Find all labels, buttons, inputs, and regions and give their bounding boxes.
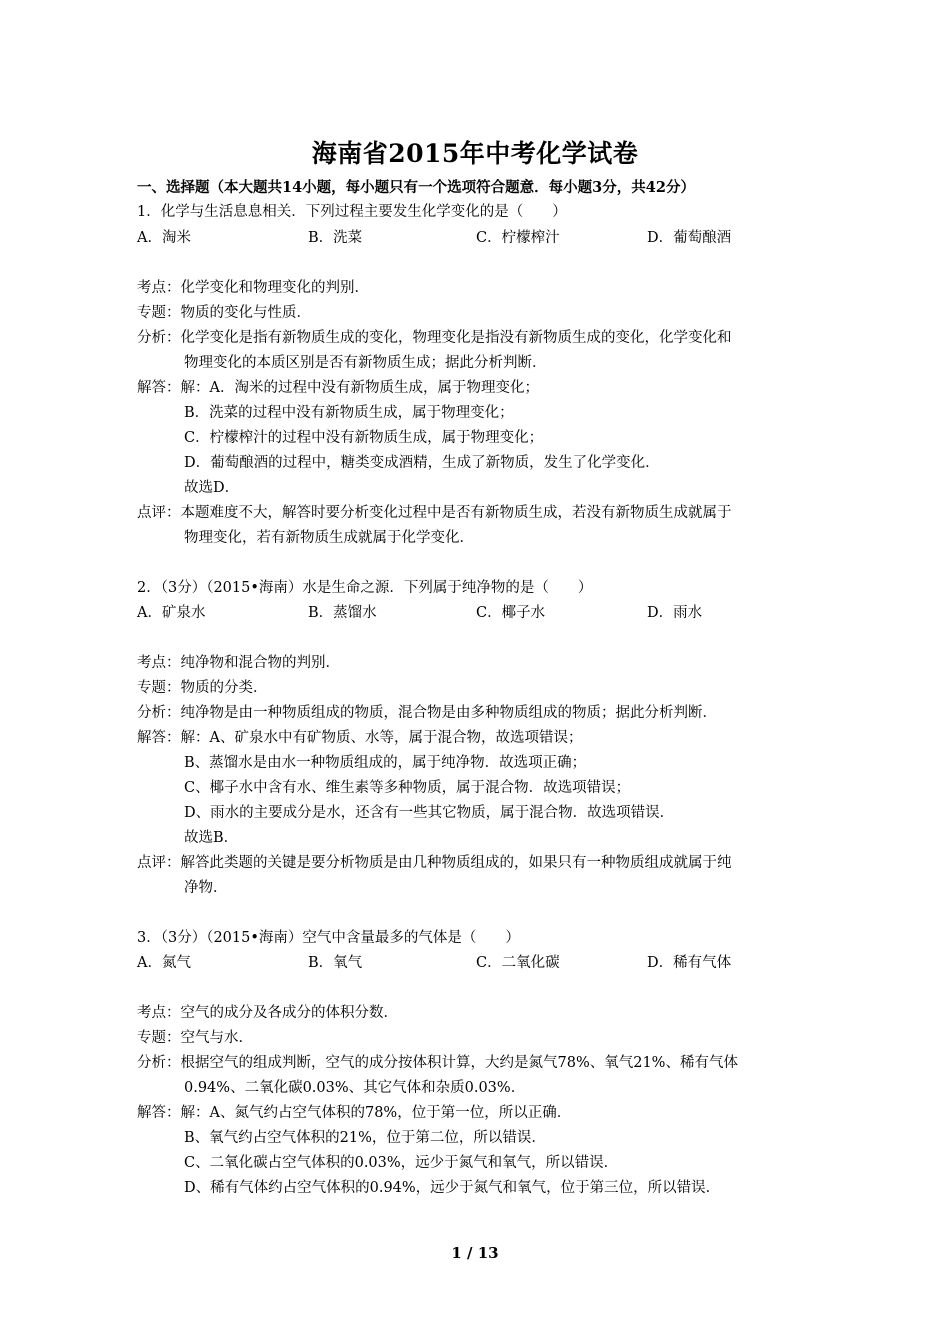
q2-kaodian: 考点：纯净物和混合物的判别． <box>137 655 340 671</box>
q2-jieda-line-3: C、椰子水中含有水、维生素等多种物质，属于混合物．故选项错误； <box>184 780 631 796</box>
q1-dianping-line-2: 物理变化，若有新物质生成就属于化学变化． <box>184 530 474 546</box>
q2-stem: 2．（3分）（2015•海南）水是生命之源．下列属于纯净物的是（ ） <box>137 580 593 596</box>
q2-option-a: A．矿泉水 <box>137 605 206 621</box>
q3-jieda-line-2: B、氧气约占空气体积的21%，位于第二位，所以错误． <box>184 1130 546 1146</box>
q3-fenxi-line-2: 0.94%、二氧化碳0.03%、其它气体和杂质0.03%． <box>184 1080 526 1096</box>
q1-jieda-line-3: C．柠檬榨汁的过程中没有新物质生成，属于物理变化； <box>184 430 544 446</box>
q2-fenxi-line-1: 分析：纯净物是由一种物质组成的物质，混合物是由多种物质组成的物质；据此分析判断． <box>137 705 717 721</box>
q1-option-a: A．淘米 <box>137 230 191 246</box>
section-heading: 一、选择题（本大题共14小题，每小题只有一个选项符合题意．每小题3分，共42分） <box>137 179 695 196</box>
q2-jieda-line-2: B、蒸馏水是由水一种物质组成的，属于纯净物．故选项正确； <box>184 755 587 771</box>
q3-stem: 3．（3分）（2015•海南）空气中含量最多的气体是（ ） <box>137 930 520 946</box>
q1-option-d: D．葡萄酿酒 <box>647 230 732 246</box>
q1-dianping-line-1: 点评：本题难度不大，解答时要分析变化过程中是否有新物质生成，若没有新物质生成就属于 <box>137 505 732 521</box>
q3-jieda-line-4: D、稀有气体约占空气体积的0.94%，远少于氮气和氧气，位于第三位，所以错误． <box>184 1180 721 1196</box>
q2-jieda-line-4: D、雨水的主要成分是水，还含有一些其它物质，属于混合物．故选项错误． <box>184 805 675 821</box>
q1-jieda-line-4: D．葡萄酿酒的过程中，糖类变成酒精，生成了新物质，发生了化学变化． <box>184 455 660 471</box>
q2-jieda-line-5: 故选B． <box>184 830 239 846</box>
q1-kaodian: 考点：化学变化和物理变化的判别． <box>137 280 369 296</box>
q3-jieda-line-3: C、二氧化碳占空气体积的0.03%，远少于氮气和氧气，所以错误． <box>184 1155 619 1171</box>
q3-fenxi-line-1: 分析：根据空气的组成判断，空气的成分按体积计算，大约是氮气78%、氧气21%、稀有气体 <box>137 1055 738 1071</box>
q1-fenxi-line-1: 分析：化学变化是指有新物质生成的变化，物理变化是指没有新物质生成的变化，化学变化和 <box>137 330 732 346</box>
q1-jieda-line-1: 解答：解：A．淘米的过程中没有新物质生成，属于物理变化； <box>137 380 539 396</box>
q1-zhuanti: 专题：物质的变化与性质． <box>137 305 311 321</box>
q3-option-c: C．二氧化碳 <box>476 955 560 971</box>
page-number: 1 / 13 <box>451 1244 499 1262</box>
q3-kaodian: 考点：空气的成分及各成分的体积分数． <box>137 1005 398 1021</box>
q1-fenxi-line-2: 物理变化的本质区别是否有新物质生成；据此分析判断． <box>184 355 547 371</box>
q1-option-c: C．柠檬榨汁 <box>476 230 560 246</box>
q3-jieda-line-1: 解答：解：A、氮气约占空气体积的78%，位于第一位，所以正确． <box>137 1105 572 1121</box>
q3-option-a: A．氮气 <box>137 955 191 971</box>
q3-option-d: D．稀有气体 <box>647 955 732 971</box>
q2-zhuanti: 专题：物质的分类． <box>137 680 268 696</box>
q3-zhuanti: 专题：空气与水． <box>137 1030 253 1046</box>
q2-jieda-line-1: 解答：解：A、矿泉水中有矿物质、水等，属于混合物，故选项错误； <box>137 730 583 746</box>
q3-option-b: B．氧气 <box>308 955 363 971</box>
page-title: 海南省2015年中考化学试卷 <box>311 139 639 168</box>
q2-option-b: B．蒸馏水 <box>308 605 377 621</box>
q1-stem: 1．化学与生活息息相关．下列过程主要发生化学变化的是（ ） <box>137 204 567 220</box>
q2-option-d: D．雨水 <box>647 605 703 621</box>
q2-dianping-line-2: 净物． <box>184 880 228 896</box>
q1-option-b: B．洗菜 <box>308 230 363 246</box>
q2-dianping-line-1: 点评：解答此类题的关键是要分析物质是由几种物质组成的，如果只有一种物质组成就属于纯 <box>137 855 732 871</box>
q1-jieda-line-2: B．洗菜的过程中没有新物质生成，属于物理变化； <box>184 405 514 421</box>
q2-option-c: C．椰子水 <box>476 605 546 621</box>
q1-jieda-line-5: 故选D． <box>184 480 240 496</box>
